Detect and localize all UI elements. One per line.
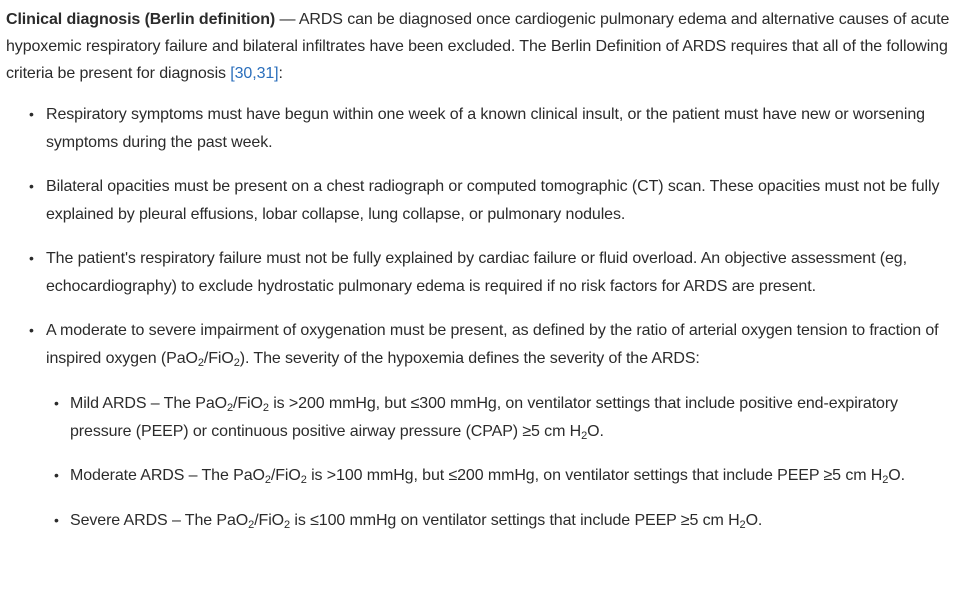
- subscript: 2: [248, 518, 255, 531]
- severity-text: [70, 395, 898, 440]
- reference-link[interactable]: [30,31]: [230, 65, 279, 82]
- criterion-text: [46, 322, 939, 367]
- subscript: 2: [264, 474, 271, 486]
- severity-text-part: O.: [587, 422, 604, 440]
- section-heading: Clinical diagnosis (Berlin definition): [6, 11, 276, 28]
- criterion-text: Respiratory symptoms must have begun within one week of a known clinical insult, or the patient must have new or worsening symptoms during the past week.: [46, 106, 925, 151]
- intro-paragraph: [6, 6, 951, 87]
- subscript: 2: [233, 356, 240, 369]
- oxygenation-text: /FiO: [203, 349, 234, 367]
- bullet-icon: •: [29, 106, 34, 122]
- severity-text-part: /FiO: [254, 511, 285, 529]
- severity-text: [70, 512, 762, 529]
- severity-text-part: is >100 mmHg, but ≤200 mmHg, on ventilator settings that include PEEP ≥5 cm H: [306, 467, 883, 484]
- criteria-list: [6, 101, 962, 534]
- bullet-icon: •: [29, 178, 34, 194]
- bullet-icon: •: [54, 395, 59, 411]
- list-item-severe-ards: [46, 507, 950, 535]
- severity-text-part: O.: [888, 467, 905, 484]
- severity-text-part: /FiO: [233, 395, 263, 412]
- severity-text-part: Severe ARDS – The PaO: [70, 511, 249, 529]
- subscript: 2: [226, 402, 234, 414]
- severity-text-part: Moderate ARDS – The PaO: [70, 467, 265, 484]
- severity-text-part: O.: [745, 511, 763, 529]
- severity-list: [46, 390, 951, 534]
- criterion-text: The patient's respiratory failure must not be fully explained by cardiac failure or fluid overload. An objective assessment (eg, echocardiography) to exclude hydrostatic pulmonary edema is required if no risk factors for ARDS are present.: [46, 250, 907, 295]
- subscript: 2: [300, 474, 307, 486]
- bullet-icon: •: [29, 322, 34, 338]
- severity-text-part: /FiO: [270, 467, 301, 484]
- list-item-respiratory-failure: [6, 245, 951, 300]
- subscript: 2: [262, 402, 269, 414]
- subscript: 2: [284, 518, 291, 531]
- subscript: 2: [581, 429, 588, 442]
- severity-text: [70, 467, 905, 484]
- oxygenation-text: ). The severity of the hypoxemia defines the severity of the ARDS:: [239, 349, 700, 367]
- severity-text-part: is ≤100 mmHg on ventilator settings that include PEEP ≥5 cm H: [290, 511, 740, 529]
- list-item-moderate-ards: [46, 462, 950, 490]
- bullet-icon: •: [54, 511, 59, 528]
- list-item-symptom-onset: [6, 101, 951, 156]
- bullet-icon: •: [54, 467, 59, 483]
- severity-text-part: Mild ARDS – The PaO: [70, 395, 227, 412]
- oxygenation-text: A moderate to severe impairment of oxygenation must be present, as defined by the ratio of arterial oxygen tension to fraction of inspired oxygen (PaO: [46, 322, 939, 367]
- subscript: 2: [197, 356, 204, 369]
- intro-tail: :: [278, 65, 283, 82]
- list-item-mild-ards: [46, 390, 950, 445]
- bullet-icon: •: [29, 250, 34, 266]
- subscript: 2: [882, 474, 889, 486]
- criterion-text: Bilateral opacities must be present on a chest radiograph or computed tomographic (CT) scan. These opacities must not be fully explained by pleural effusions, lobar collapse, lung collapse, or pulmonary nodules.: [46, 178, 940, 223]
- intro-text: — ARDS can be diagnosed once cardiogenic pulmonary edema and alternative causes of acute hypoxemic respiratory failure and bilateral infiltrates have been excluded. The Berlin Definition of ARDS requires that all of the following criteria be present for diagnosis: [6, 11, 950, 82]
- list-item-bilateral-opacities: [6, 173, 951, 228]
- list-item-oxygenation: [6, 317, 951, 534]
- severity-text-part: is >200 mmHg, but ≤300 mmHg, on ventilator settings that include positive end-expiratory pressure (PEEP) or continuous positive airway pressure (CPAP) ≥5 cm H: [70, 395, 898, 440]
- subscript: 2: [739, 518, 746, 531]
